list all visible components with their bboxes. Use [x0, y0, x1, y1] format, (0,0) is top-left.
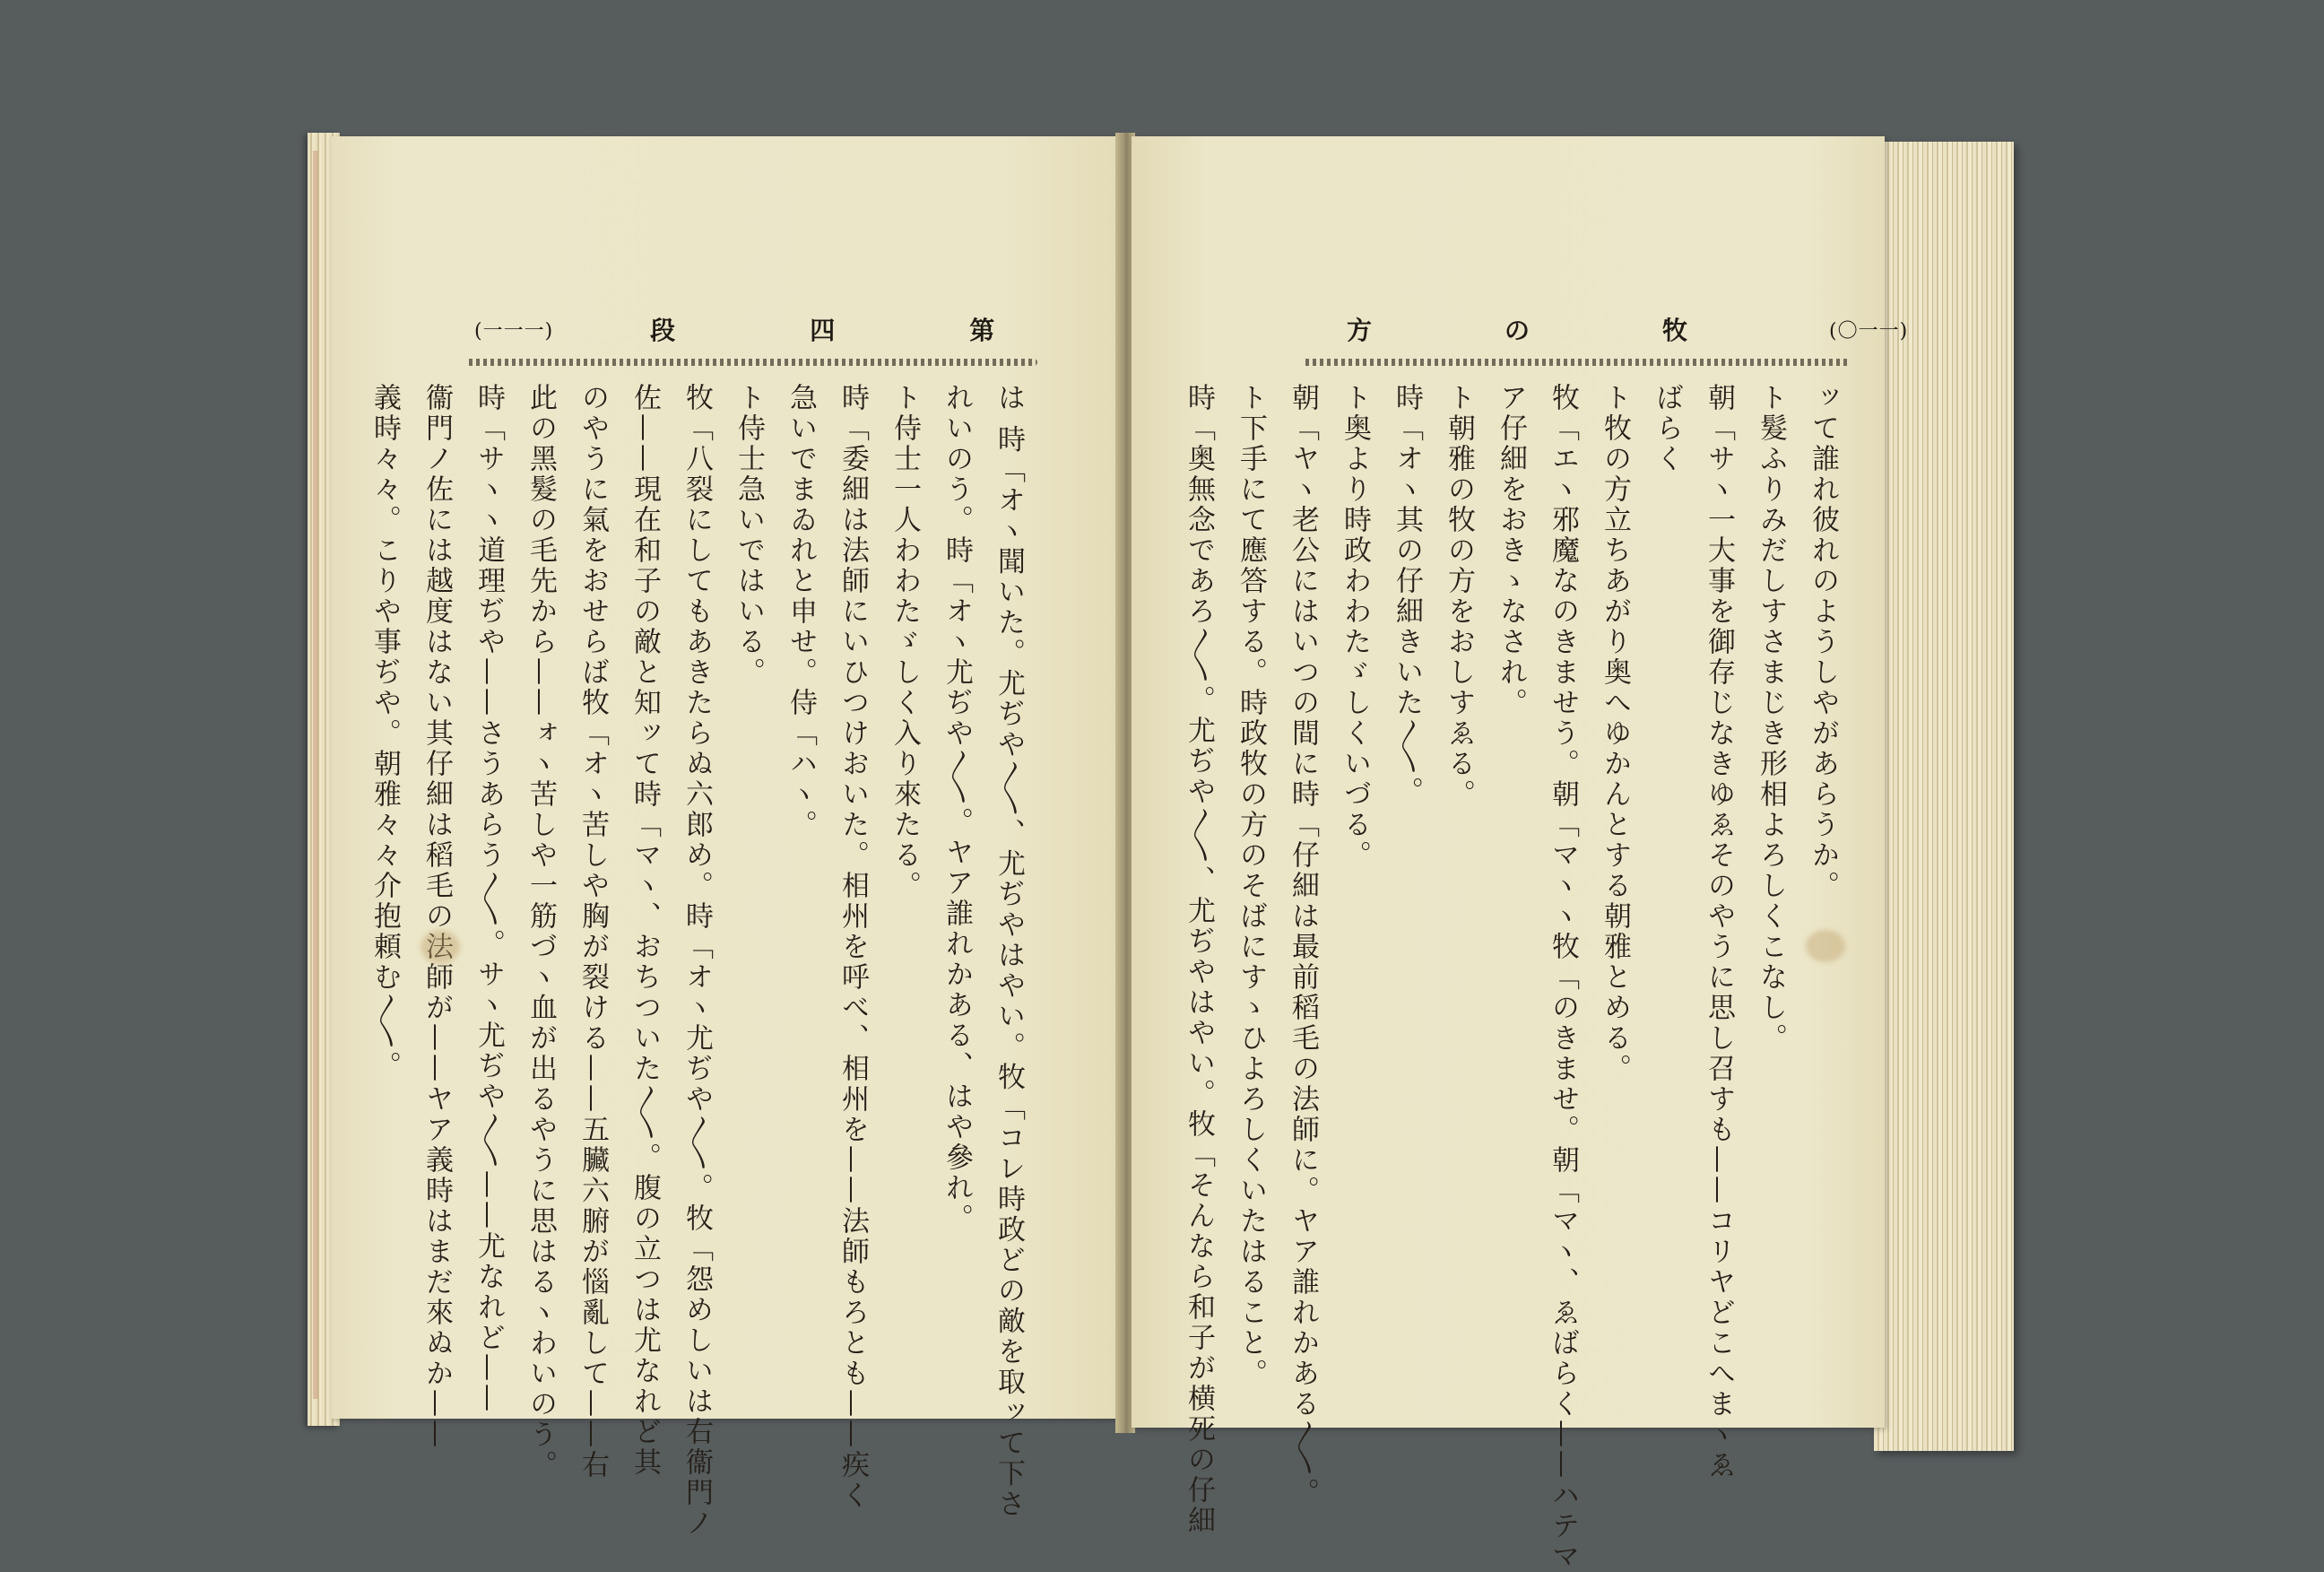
text-line: ト下手にて應答する。時政牧の方のそばにすゝひよろしくいたはること。: [1235, 383, 1267, 1389]
paper-stain: [421, 930, 460, 964]
text-line: 此の黑髮の毛先から——ォヽ苦しや一筋づヽ血が出るやうに思はるヽわいのう。: [525, 383, 557, 1481]
text-line: 衞門ノ佐には越度はない其仔細は稻毛の法師が——ヤア義時はまだ來ぬか——: [421, 383, 453, 1450]
right-running-header: [1347, 311, 1909, 347]
left-running-header: [474, 311, 1039, 347]
text-line: ばらく: [1651, 383, 1683, 474]
text-line: のやうに氣をおせらば牧「オヽ苦しや胸が裂ける——五臟六腑が惱亂して——右: [577, 383, 609, 1481]
left-header-rule: [465, 359, 1037, 366]
text-line: れいのう。時「オヽ尤ぢや〳〵。ヤア誰れかある、はや參れ。: [941, 383, 973, 1234]
text-line: 牧「エヽ邪魔なのきませう。朝「マヽヽ牧「のきませ。朝「マヽ、ゑばらく——ハテマ: [1547, 383, 1579, 1572]
text-line: 時「委細は法師にいひつけおいた。相州を呼べ、相州を——法師もろとも——疾く: [837, 383, 869, 1511]
left-page-number: (一一一): [474, 319, 554, 343]
text-line: ト奥より時政わわたゞしくいづる。: [1339, 383, 1371, 871]
text-line: 朝「ヤヽ老公にはいつの間に時「仔細は最前稻毛の法師に。ヤア誰れかある〳〵。: [1287, 383, 1319, 1508]
text-line: ト髮ふりみだしすさまじき形相よろしくこなし。: [1755, 383, 1787, 1054]
left-header-char-3: 第: [969, 316, 995, 345]
left-page-text: [369, 383, 1035, 1539]
text-line: は 時「オヽ聞いた。尤ぢや〳〵、尤ぢやはやい。牧「コレ時政どの敵を取ッて下さ: [993, 383, 1025, 1520]
text-line: ト牧の方立ちあがり奥へゆかんとする朝雅とめる。: [1599, 383, 1631, 1084]
paper-stain: [1806, 930, 1845, 962]
right-header-char-3: 牧: [1662, 316, 1688, 345]
text-line: ア仔細をおきゝなされ。: [1495, 383, 1527, 718]
text-line: ッて誰れ彼れのようしやがあらうか。: [1807, 383, 1839, 901]
text-line: 時「奥無念であろ〳〵。尤ぢや〳〵、尤ぢやはやい。牧「そんなら和子が横死の仔細: [1183, 383, 1215, 1536]
text-line: ト侍士一人わわたゞしく入り來たる。: [889, 383, 921, 901]
text-line: 時「サヽヽ道理ぢや——さうあらう〳〵。サヽ尤ぢや〳〵——尤なれど——: [473, 383, 505, 1414]
left-header-char-1: 段: [650, 316, 676, 345]
right-page-text: [1183, 383, 1849, 1572]
text-line: ト朝雅の牧の方をおしすゑる。: [1443, 383, 1475, 810]
left-page: [331, 136, 1120, 1539]
right-page: [1132, 136, 1909, 1572]
right-header-char-2: の: [1505, 316, 1531, 345]
text-line: 時「オヽ其の仔細きいた〳〵。: [1391, 383, 1423, 807]
right-page-number: (〇一一): [1829, 319, 1909, 343]
text-line: 牧「八裂にしてもあきたらぬ六郎め。時「オヽ尤ぢや〳〵。牧「怨めしいは右衞門ノ: [681, 383, 713, 1539]
text-line: 急いでまゐれと申せ。侍「ハヽ。: [785, 383, 817, 840]
text-line: 佐——現在和子の敵と知ッて時「マヽ、おちついた〳〵。腹の立つは尤なれど其: [629, 383, 661, 1478]
right-header-rule: [1302, 359, 1851, 366]
right-header-char-1: 方: [1347, 316, 1373, 345]
text-line: 朝「サヽ一大事を御存じなきゆゑそのやうに思し召すも——コリヤどこへまヽゑ: [1703, 383, 1735, 1481]
text-line: 義時々々。こりや事ぢや。朝雅々々介抱頼む〳〵。: [369, 383, 401, 1081]
text-line: ト侍士急いではいる。: [733, 383, 765, 688]
left-header-char-2: 四: [810, 316, 836, 345]
